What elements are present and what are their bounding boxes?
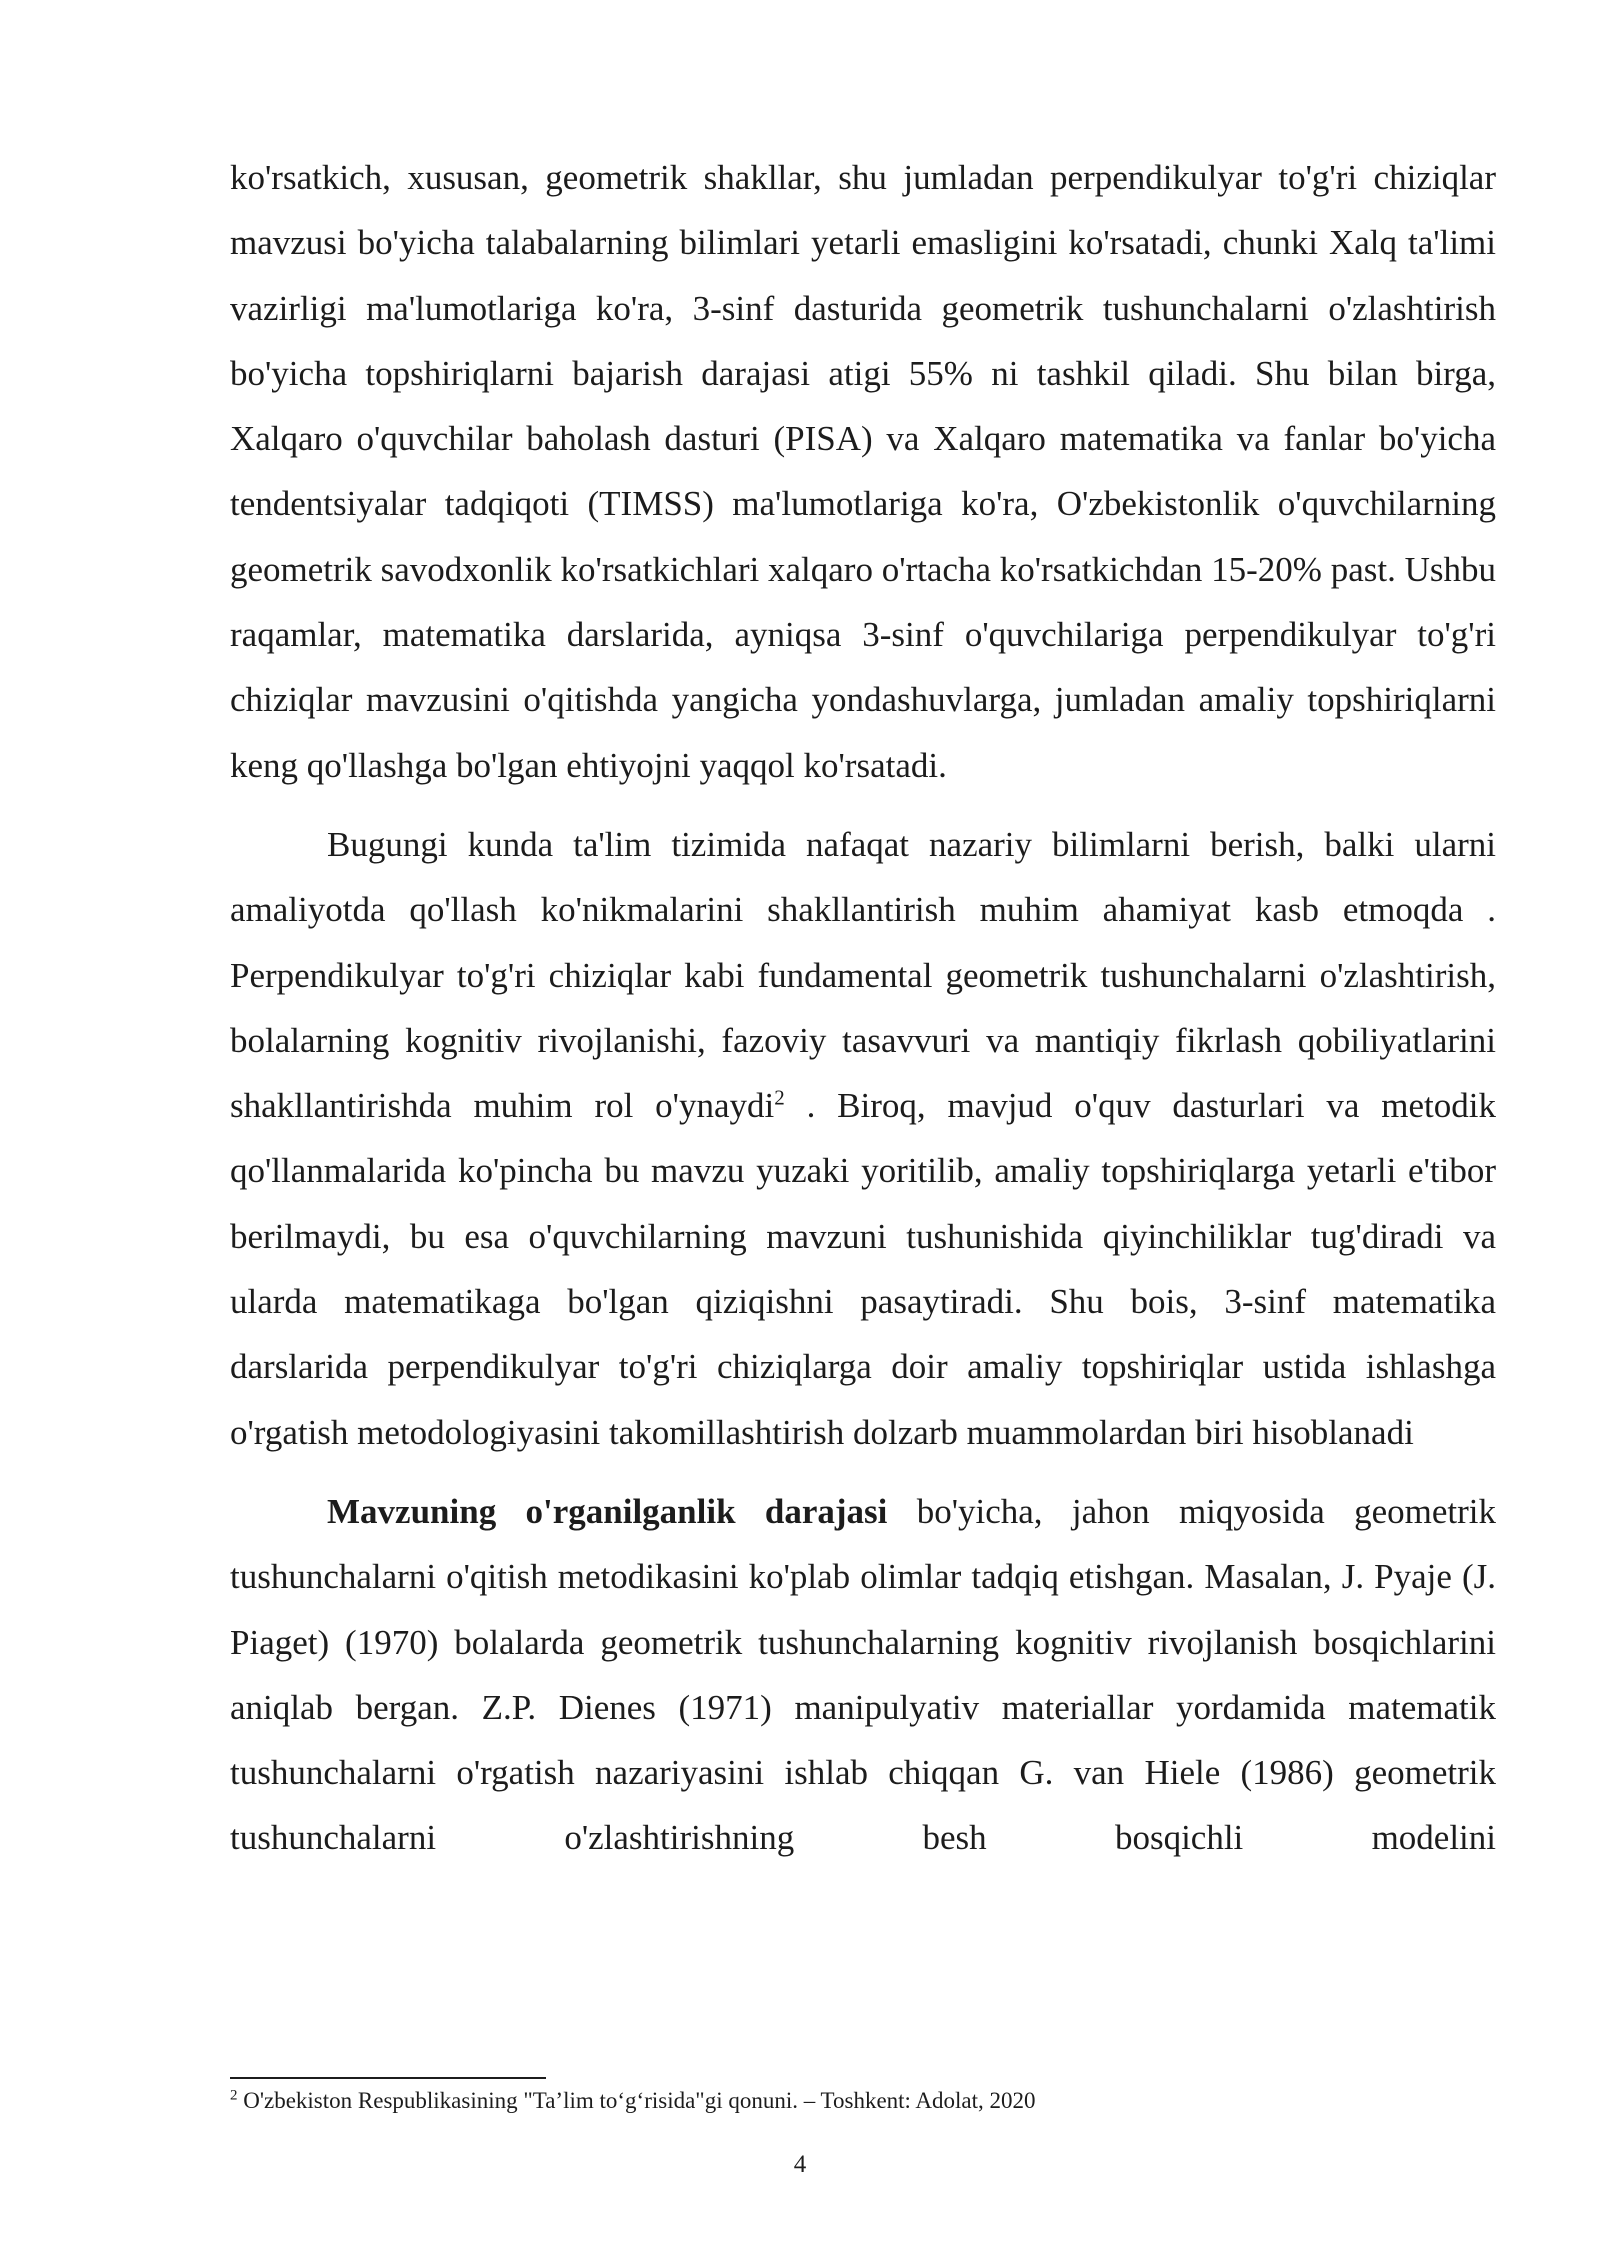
paragraph-2-text-before-ref: Bugungi kunda ta'lim tizimida nafaqat nazariy bilimlarni berish, balki ularni amaliyotda qo'llash ko'nikmalarini shakllantirish muhim ahamiyat kasb etmoqda . Perpendikulyar to'g'ri chiziqlar kabi fundamental geometrik tushunchalarni o'zlashtirish, bolalarning kognitiv rivojlanishi, fazoviy tasavvuri va mantiqiy fikrlash qobiliyatlarini shakllantirishda muhim rol o'ynaydi bbox=[230, 824, 1496, 1126]
section-heading-inline: Mavzuning o'rganilganlik darajasi bbox=[327, 1491, 888, 1531]
paragraph-1: ko'rsatkich, xususan, geometrik shakllar, shu jumladan perpendikulyar to'g'ri chiziqlar mavzusi bo'yicha talabalarning bilimlari yetarli emasligini ko'rsatadi, chunki Xalq ta'limi vazirligi ma'lumotlariga ko'ra, 3-sinf dasturida geometrik tushunchalarni o'zlashtirish bo'yicha topshiriqlarni bajarish darajasi atigi 55% ni tashkil qiladi. Shu bilan birga, Xalqaro o'quvchilar baholash dasturi (PISA) va Xalqaro matematika va fanlar bo'yicha tendentsiyalar tadqiqoti (TIMSS) ma'lumotlariga ko'ra, O'zbekistonlik o'quvchilarning geometrik savodxonlik ko'rsatkichlari xalqaro o'rtacha ko'rsatkichdan 15-20% past. Ushbu raqamlar, matematika darslarida, ayniqsa 3-sinf o'quvchilariga perpendikulyar to'g'ri chiziqlar mavzusini o'qitishda yangicha yondashuvlarga, jumladan amaliy topshiriqlarni keng qo'llashga bo'lgan ehtiyojni yaqqol ko'rsatadi. bbox=[230, 158, 1496, 785]
footnote-reference-2[interactable]: 2 bbox=[774, 1085, 785, 1110]
page-number: 4 bbox=[793, 2151, 807, 2178]
footnote-2 bbox=[230, 2084, 1496, 2118]
paragraph-2 bbox=[230, 812, 1496, 1465]
paragraph-2-text-after-ref: . Biroq, mavjud o'quv dasturlari va metodik qo'llanmalarida ko'pincha bu mavzu yuzaki yoritilib, amaliy topshiriqlarga yetarli e'tibor berilmaydi, bu esa o'quvchilarning mavzuni tushunishida qiyinchiliklar tug'diradi va ularda matematikaga bo'lgan qiziqishni pasaytiradi. Shu bois, 3-sinf matematika darslarida perpendikulyar to'g'ri chiziqlarga doir amaliy topshiriqlar ustida ishlashga o'rgatish metodologiyasini takomillashtirish dolzarb muammolardan biri hisoblanadi bbox=[230, 1086, 1496, 1452]
footnote-mark: 2 bbox=[230, 2087, 238, 2104]
paragraph-3 bbox=[230, 1479, 1496, 1871]
body-text bbox=[230, 145, 1496, 1871]
footnote-text: O'zbekiston Respublikasining "Ta’lim to‘g‘risida"gi qonuni. – Toshkent: Adolat, 2020 bbox=[237, 2088, 1036, 2113]
paragraph-3-text: bo'yicha, jahon miqyosida geometrik tushunchalarni o'qitish metodikasini ko'plab olimlar tadqiq etishgan. Masalan, J. Pyaje (J. Piaget) (1970) bolalarda geometrik tushunchalarning kognitiv rivojlanish bosqichlarini aniqlab bergan. Z.P. Dienes (1971) manipulyativ materiallar yordamida matematik tushunchalarni o'rgatish nazariyasini ishlab chiqqan G. van Hiele (1986) geometrik tushunchalarni o'zlashtirishning besh bosqichli modelini bbox=[230, 1491, 1496, 1858]
footnote-separator bbox=[230, 2077, 546, 2079]
